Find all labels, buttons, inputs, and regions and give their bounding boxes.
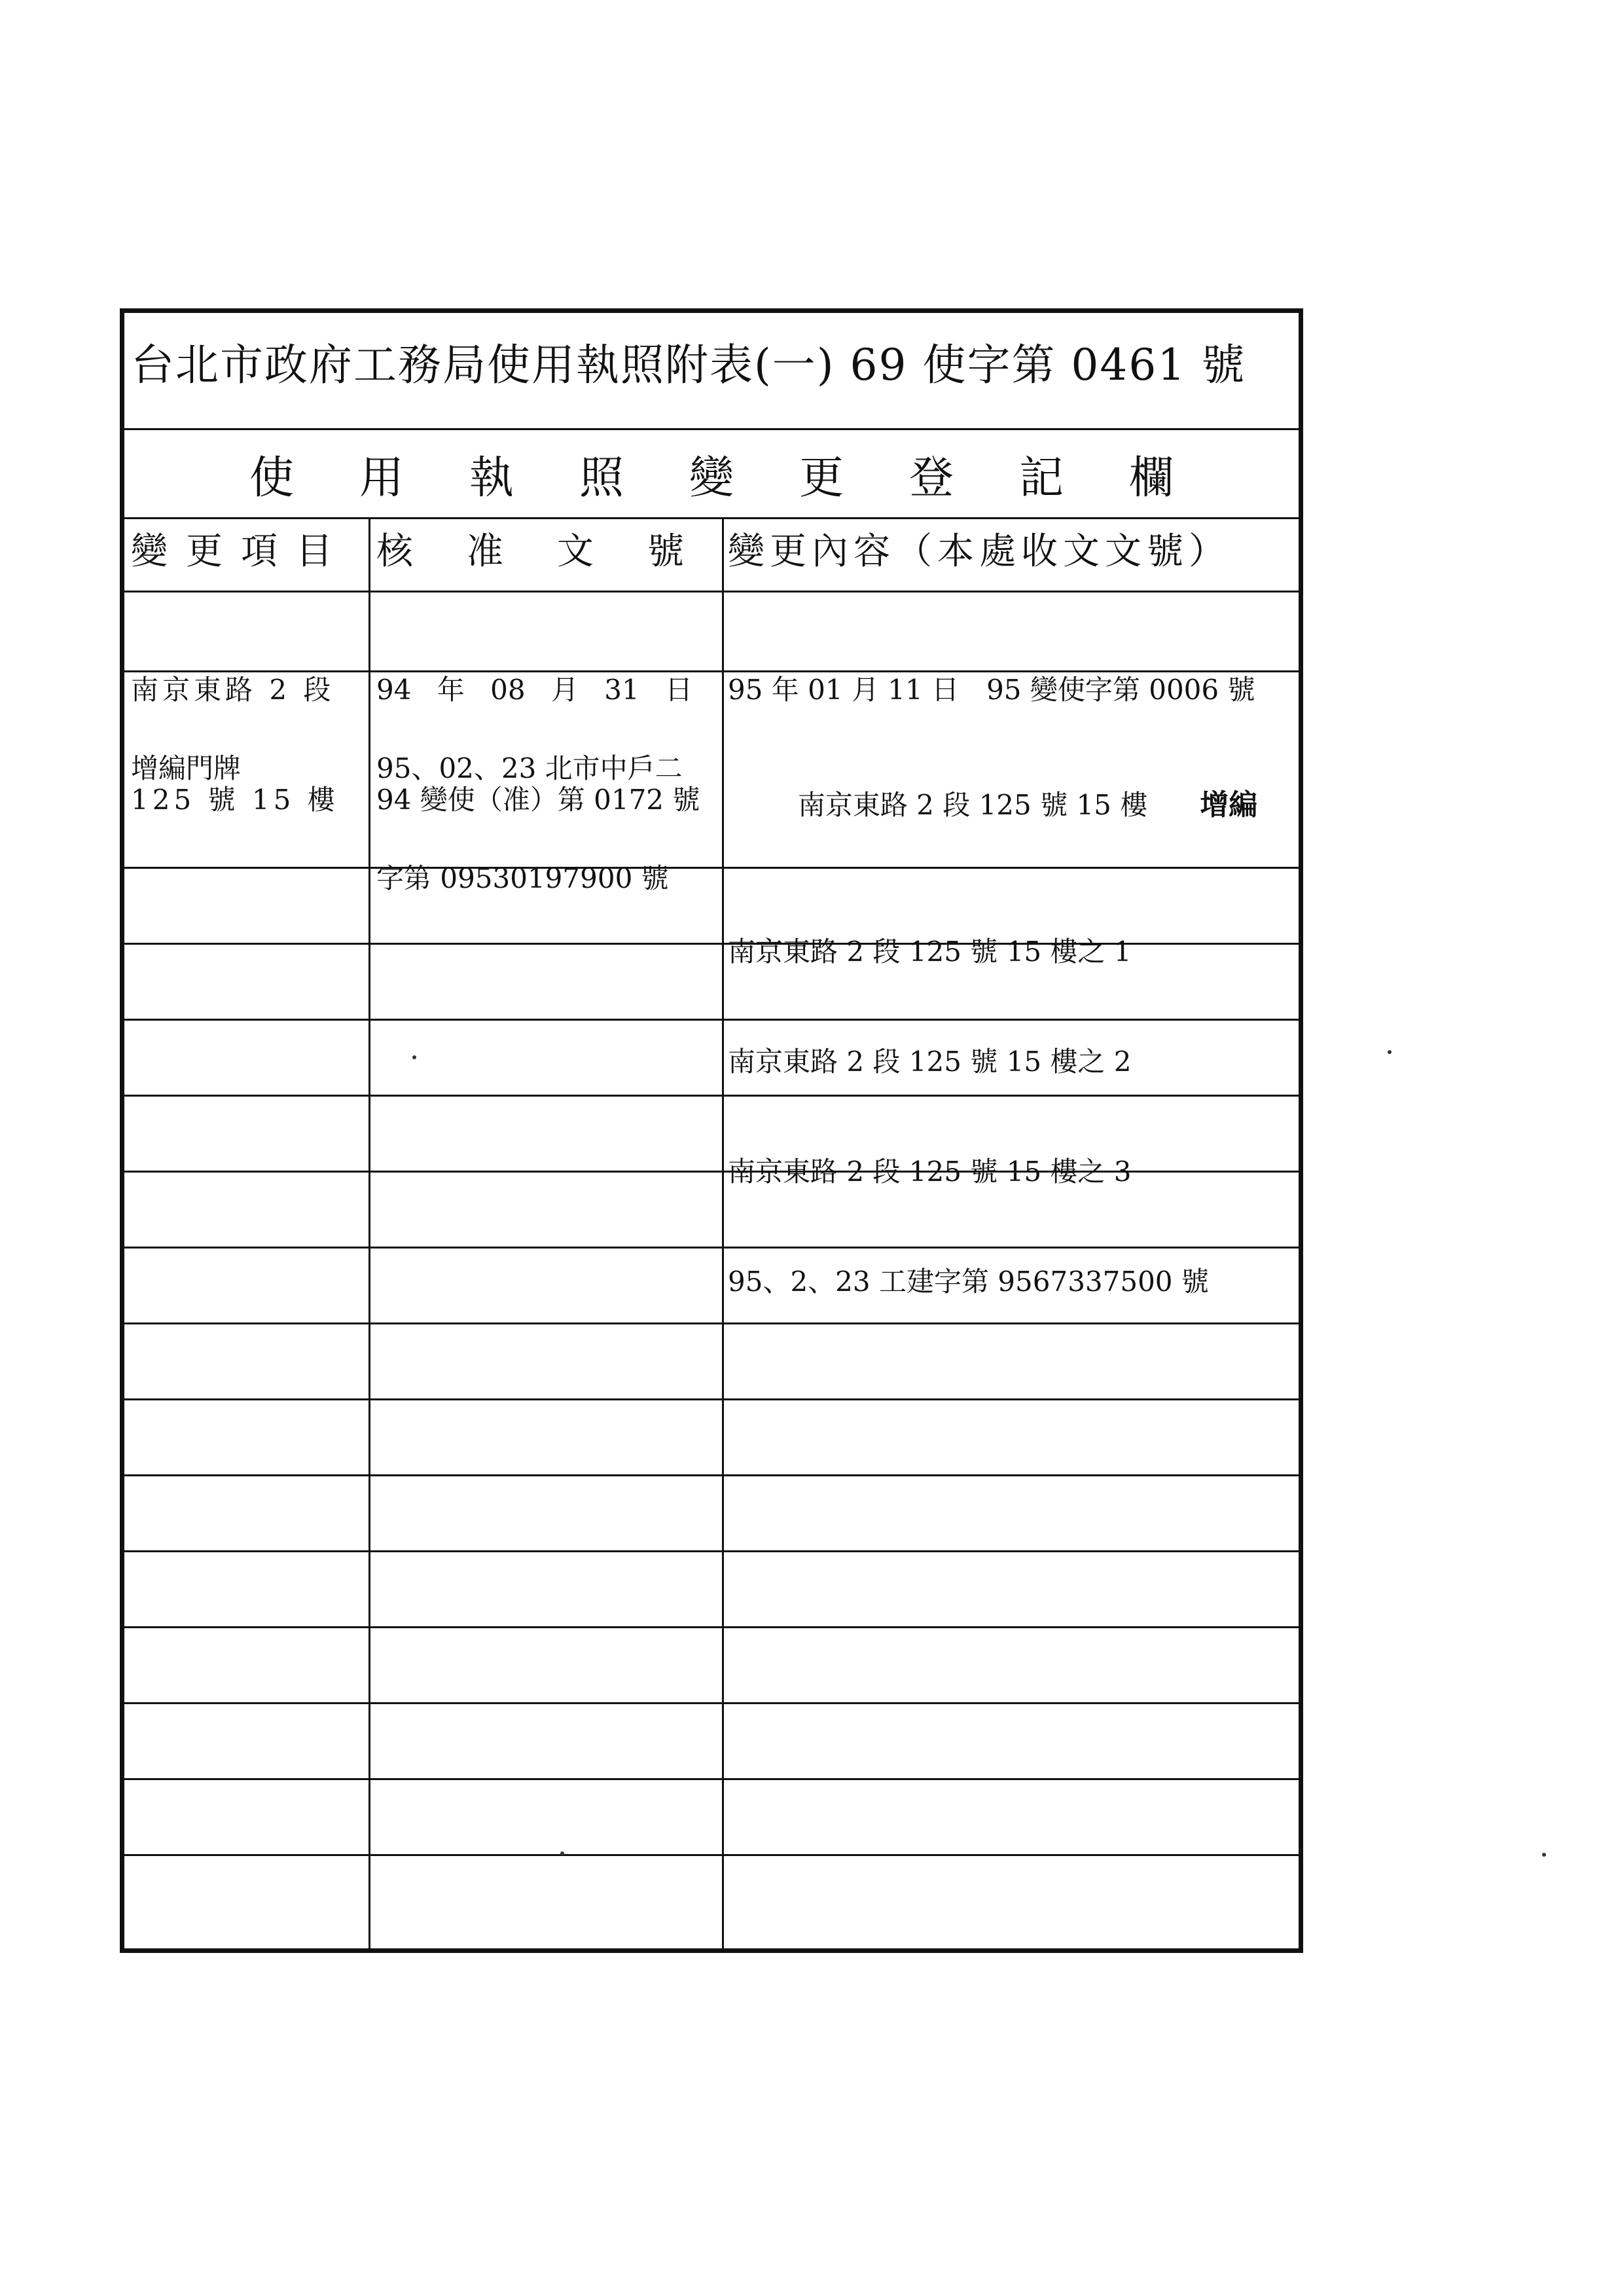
row-2-approval bbox=[376, 677, 720, 970]
row-2-divider bbox=[124, 867, 1299, 869]
empty-row-divider bbox=[124, 943, 1299, 945]
row-2-approval-line-2: 字第 09530197900 號 bbox=[376, 862, 669, 894]
empty-row-divider bbox=[124, 1322, 1299, 1324]
row-1-item-line-2: 125 號 15 樓 bbox=[131, 784, 339, 816]
form-title: 台北市政府工務局使用執照附表(一) 69 使字第 0461 號 bbox=[131, 340, 1246, 390]
empty-row-divider bbox=[124, 1550, 1299, 1552]
row-2-content-line-4: 南京東路 2 段 125 號 15 樓之 3 bbox=[728, 1156, 1132, 1188]
scan-speck bbox=[1542, 1853, 1546, 1857]
subtitle-divider bbox=[124, 517, 1299, 519]
empty-row-divider bbox=[124, 1171, 1299, 1173]
row-2-content-line-2: 南京東路 2 段 125 號 15 樓之 1 bbox=[728, 936, 1132, 968]
row-2-content-address: 南京東路 2 段 125 號 15 樓 bbox=[797, 789, 1148, 821]
column-header-approval: 核准文號 bbox=[376, 530, 738, 573]
row-1-divider bbox=[124, 670, 1299, 672]
empty-row-divider bbox=[124, 1854, 1299, 1856]
empty-row-divider bbox=[124, 1626, 1299, 1628]
column-divider-1 bbox=[369, 517, 370, 1951]
column-header-item: 變更項目 bbox=[131, 530, 351, 573]
header-divider bbox=[124, 591, 1299, 592]
form-subtitle: 使用執照變更登記欄 bbox=[249, 452, 1239, 504]
row-2-content-line-5: 95、2、23 工建字第 9567337500 號 bbox=[728, 1266, 1209, 1298]
empty-row-divider bbox=[124, 1095, 1299, 1097]
empty-row-divider bbox=[124, 1702, 1299, 1704]
row-1-approval-line-1: 94 年 08 月 31 日 bbox=[376, 674, 693, 706]
row-2-content-line-1 bbox=[728, 750, 1304, 860]
row-1-approval-line-2: 94 變使（准）第 0172 號 bbox=[376, 784, 700, 816]
empty-row-divider bbox=[124, 1474, 1299, 1476]
empty-row-divider bbox=[124, 1778, 1299, 1780]
row-2-item-line-1: 增編門牌 bbox=[131, 752, 242, 784]
empty-row-divider bbox=[124, 1398, 1299, 1400]
title-divider bbox=[124, 428, 1299, 430]
scan-speck bbox=[1388, 1050, 1392, 1054]
scan-speck bbox=[560, 1851, 564, 1855]
column-header-content: 變更內容（本處收文文號） bbox=[728, 530, 1231, 573]
scan-speck bbox=[412, 1055, 416, 1059]
row-2-content-line-3: 南京東路 2 段 125 號 15 樓之 2 bbox=[728, 1046, 1132, 1078]
license-change-form bbox=[120, 308, 1303, 1953]
row-1-content-line-1: 95 年 01 月 11 日 95 變使字第 0006 號 bbox=[728, 674, 1255, 706]
empty-row-divider bbox=[124, 1019, 1299, 1021]
row-2-approval-line-1: 95、02、23 北市中戶二 bbox=[376, 752, 683, 784]
column-divider-2 bbox=[722, 517, 724, 1951]
row-2-content-note: 增編 bbox=[1200, 788, 1258, 822]
empty-row-divider bbox=[124, 1247, 1299, 1248]
row-2-content bbox=[728, 677, 1304, 1374]
row-1-item-line-1: 南京東路 2 段 bbox=[131, 674, 335, 706]
row-2-item bbox=[131, 677, 367, 860]
